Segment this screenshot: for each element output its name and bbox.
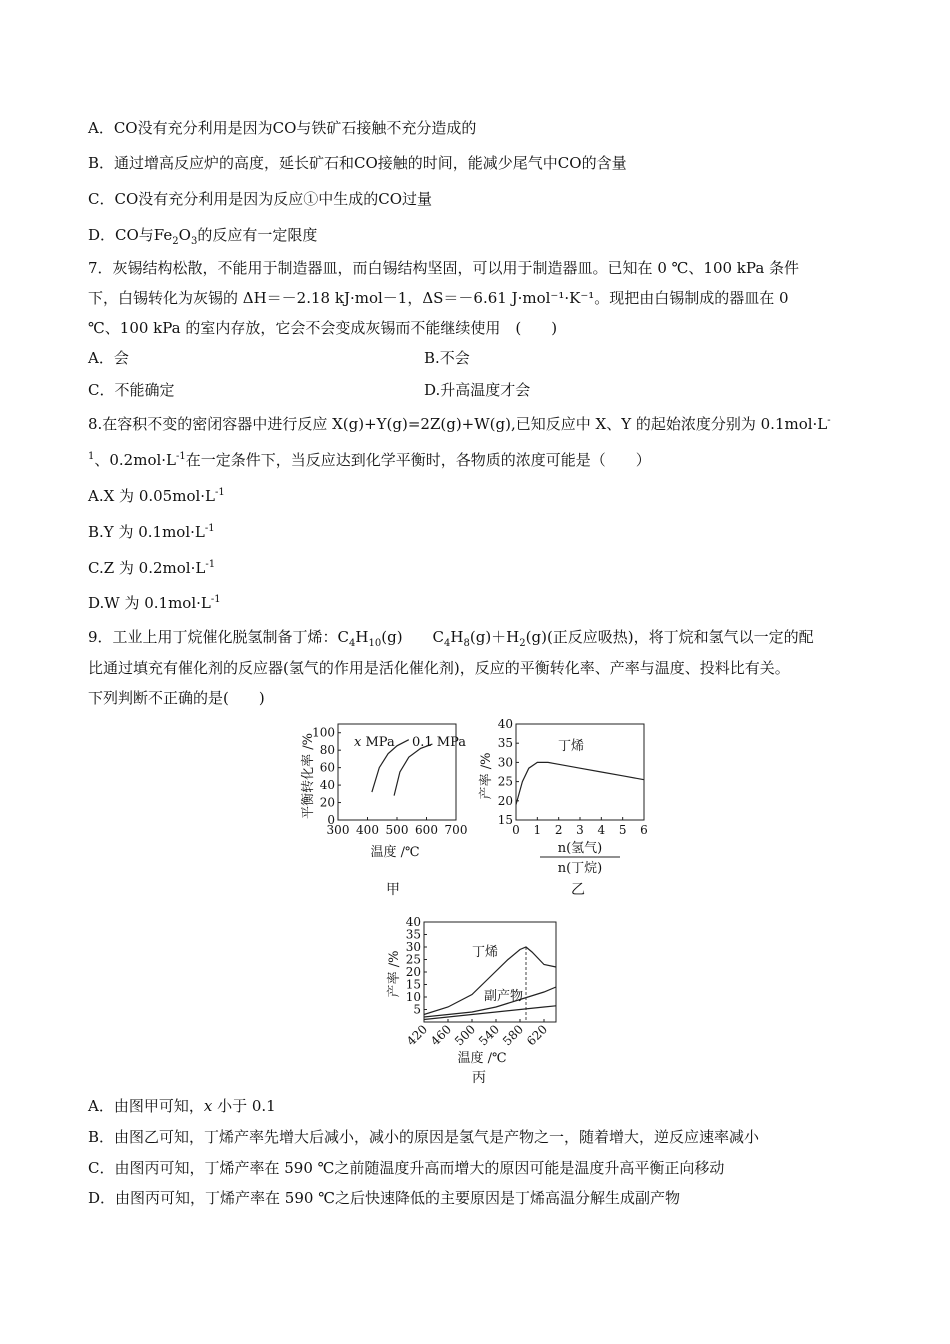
jia-ytick-label: 0 [327, 813, 335, 827]
chart-yi-ylabel: 产率 /% [479, 752, 494, 800]
chart-yi-series-butene [516, 762, 644, 804]
yi-xtick-label: 3 [576, 823, 584, 837]
yi-ytick-label: 15 [497, 813, 513, 827]
jia-ytick-label: 100 [312, 725, 335, 740]
bing-xtick-label: 620 [524, 1022, 551, 1049]
jia-xtick-label: 700 [444, 823, 468, 837]
yi-ytick-label: 30 [497, 755, 513, 770]
jia-xtick-label: 300 [326, 823, 350, 837]
jia-xtick-label: 600 [415, 823, 438, 837]
jia-ytick-label: 40 [319, 778, 335, 793]
q9-figures [0, 712, 950, 1112]
yi-xtick-label: 0 [512, 823, 520, 837]
bing-ytick-label: 20 [405, 965, 421, 979]
chart-bing [386, 915, 556, 1086]
chart-yi-xlabel-denominator: n(丁烷) [557, 861, 603, 876]
jia-xtick-label: 400 [356, 823, 379, 837]
bing-xtick-label: 460 [428, 1022, 455, 1049]
bing-ytick-label: 35 [405, 927, 421, 942]
yi-ytick-label: 20 [497, 793, 513, 808]
yi-xtick-label: 6 [640, 823, 648, 837]
bing-ytick-label: 15 [405, 977, 421, 992]
bing-ytick-label: 30 [405, 940, 421, 954]
chart-jia-caption: 甲 [386, 882, 400, 898]
jia-ytick-label: 20 [319, 795, 335, 810]
bing-xtick-label: 580 [500, 1022, 527, 1049]
chart-jia-ylabel: 平衡转化率 /% [301, 733, 316, 819]
chart-bing-frame [424, 922, 556, 1022]
chart-yi [478, 717, 648, 898]
chart-jia-series-label-2: 0.1 MPa [412, 735, 467, 750]
q8-option-a: A.X 为 $0.05mol\cdot L^{-1}$ [88, 487, 225, 505]
chart-bing-series-label-1: 丁烯 [472, 945, 499, 960]
q9-stem-line2: 比通过填充有催化剂的反应器(氢气的作用是活化催化剂)，反应的平衡转化率、产率与温度、投料比有关。 [88, 659, 790, 677]
q9-stem-line3: 下列判断不正确的是( ) [88, 689, 265, 707]
jia-ytick-label: 60 [319, 760, 335, 775]
q7-option-b: B.不会 [424, 349, 470, 367]
yi-xtick-label: 4 [597, 823, 606, 837]
chart-bing-series-label-2: 副产物 [484, 989, 524, 1004]
chart-bing-ylabel: 产率 /% [387, 950, 402, 998]
chart-yi-caption: 乙 [571, 882, 585, 898]
chart-yi-series-label: 丁烯 [558, 739, 585, 754]
q7-option-c: C．不能确定 [88, 381, 175, 399]
bing-ytick-label: 40 [405, 915, 421, 929]
q8-stem-line1: 8.在容积不变的密闭容器中进行反应 X(g)+Y(g)=2Z(g)+W(g),已知反应中 X、Y 的起始浓度分别为 0.1mol·L- [88, 415, 831, 433]
q9-stem-line1: 9．工业上用丁烷催化脱氢制备丁烯：$C_4H_{10}(g)$ $C_4H_8(g)+H_2(g)$(正反应吸热)，将丁烷和氢气以一定的配 [88, 628, 814, 649]
chart-jia-series-label-x: x MPa [354, 735, 395, 750]
q6-option-c: C．CO没有充分利用是因为反应①中生成的CO过量 [88, 190, 433, 208]
chart-bing-caption: 丙 [472, 1070, 486, 1086]
q6-option-b: B．通过增高反应炉的高度，延长矿石和CO接触的时间，能减少尾气中CO的含量 [88, 154, 627, 172]
bing-xtick-label: 420 [404, 1022, 431, 1049]
chart-bing-xlabel: 温度 /℃ [457, 1051, 507, 1066]
bing-ytick-label: 25 [405, 952, 421, 967]
bing-xtick-label: 500 [452, 1022, 479, 1049]
bing-xtick-label: 540 [476, 1022, 503, 1049]
chart-yi-xlabel-numerator: n(氢气) [557, 841, 603, 856]
q6-option-a: A．CO没有充分利用是因为CO与铁矿石接触不充分造成的 [88, 119, 477, 137]
q9-option-a: A．由图甲可知，x 小于 0.1 [88, 1097, 276, 1115]
yi-ytick-label: 40 [497, 717, 513, 731]
yi-xtick-label: 2 [554, 823, 563, 837]
q9-option-c: C．由图丙可知，丁烯产率在 590 ℃之前随温度升高而增大的原因可能是温度升高平衡正向移动 [88, 1159, 725, 1177]
q8-stem-line2: $^1$、$0.2mol\cdot L^{-1}$在一定条件下，当反应达到化学平衡时，各物质的浓度可能是（ ） [88, 451, 651, 469]
q7-option-a: A．会 [88, 349, 129, 367]
chart-jia [301, 724, 467, 898]
q8-option-b: B.Y 为 $0.1mol\cdot L^{-1}$ [88, 523, 215, 541]
yi-xtick-label: 1 [533, 823, 542, 837]
q9-option-d: D．由图丙可知，丁烯产率在 590 ℃之后快速降低的主要原因是丁烯高温分解生成副产物 [88, 1189, 680, 1207]
jia-xtick-label: 500 [385, 823, 409, 837]
jia-ytick-label: 80 [319, 743, 335, 758]
q6-option-d: D．CO与$Fe_2O_3$的反应有一定限度 [88, 226, 318, 247]
q8-option-d: D.W 为 $0.1mol\cdot L^{-1}$ [88, 594, 221, 612]
bing-ytick-label: 10 [405, 990, 421, 1004]
q7-stem-line1: 7．灰锡结构松散，不能用于制造器皿，而白锡结构坚固，可以用于制造器皿。已知在 0 ℃、100 kPa 条件 [88, 259, 800, 277]
yi-xtick-label: 5 [618, 823, 627, 837]
q7-stem-line2: 下，白锡转化为灰锡的 ΔH＝－2.18 kJ·mol－1，ΔS＝－6.61 J·mol⁻¹·K⁻¹。现把由白锡制成的器皿在 0 [88, 289, 789, 307]
chart-jia-series-0-1-mpa [394, 744, 432, 796]
yi-ytick-label: 25 [497, 774, 513, 789]
q7-stem-line3: ℃、100 kPa 的室内存放，它会不会变成灰锡而不能继续使用 ( ) [88, 319, 558, 337]
q7-option-d: D.升高温度才会 [424, 381, 531, 399]
bing-ytick-label: 5 [413, 1002, 421, 1017]
yi-ytick-label: 35 [497, 736, 513, 751]
q8-option-c: C.Z 为 $0.2mol\cdot L^{-1}$ [88, 559, 216, 577]
chart-jia-xlabel: 温度 /℃ [370, 845, 420, 860]
q9-option-b: B．由图乙可知，丁烯产率先增大后减小，减小的原因是氢气是产物之一，随着增大，逆反应速率减小 [88, 1128, 760, 1146]
